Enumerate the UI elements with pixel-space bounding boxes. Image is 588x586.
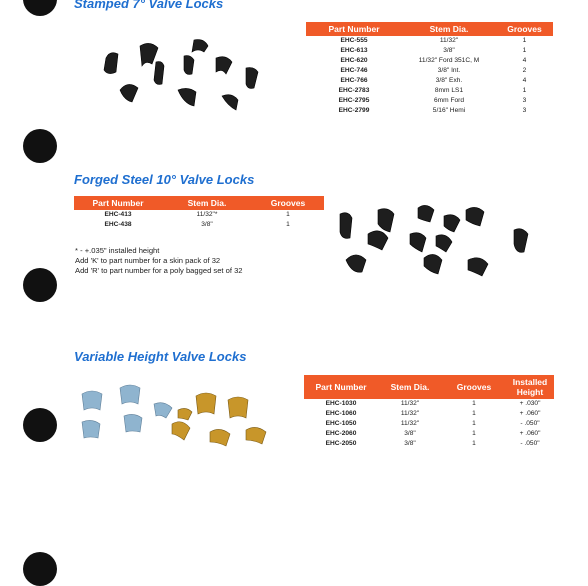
stamped-spec-table bbox=[306, 22, 553, 116]
stem-dia: 8mm LS1 bbox=[434, 87, 464, 94]
installed-height: - .050" bbox=[520, 440, 540, 447]
installed-height: + .060" bbox=[519, 430, 541, 437]
column-header: Part Number bbox=[74, 196, 162, 210]
grooves: 1 bbox=[522, 87, 527, 94]
table-row bbox=[306, 96, 553, 106]
column-header: Stem Dia. bbox=[378, 375, 442, 399]
grooves: 4 bbox=[522, 57, 527, 64]
column-header: Part Number bbox=[304, 375, 378, 399]
grooves: 1 bbox=[472, 440, 476, 447]
part-number: EHC-2060 bbox=[325, 430, 357, 437]
stem-dia: 3/8" bbox=[201, 221, 213, 228]
variable-spec-table bbox=[304, 375, 554, 449]
column-header: Grooves bbox=[496, 22, 553, 36]
stem-dia: 3/8" bbox=[404, 440, 416, 447]
stem-dia: 11/32" bbox=[400, 410, 420, 417]
binder-hole bbox=[23, 0, 57, 16]
stem-dia: 5/16" Hemi bbox=[432, 107, 466, 114]
part-number: EHC-766 bbox=[340, 77, 368, 84]
binder-hole bbox=[23, 552, 57, 586]
table-row bbox=[304, 409, 554, 419]
table-row bbox=[304, 419, 554, 429]
binder-hole bbox=[23, 129, 57, 163]
stem-dia: 11/32" bbox=[400, 400, 420, 407]
stamped-heading: Stamped 7° Valve Locks bbox=[74, 0, 224, 11]
forged-heading: Forged Steel 10° Valve Locks bbox=[74, 172, 255, 187]
grooves: 1 bbox=[472, 420, 476, 427]
grooves: 1 bbox=[472, 430, 476, 437]
stem-dia: 3/8" bbox=[443, 47, 455, 54]
part-number: EHC-2050 bbox=[325, 440, 357, 447]
part-number: EHC-620 bbox=[340, 57, 368, 64]
part-number: EHC-2799 bbox=[338, 107, 370, 114]
table-row bbox=[306, 36, 553, 46]
poly-bag-note: Add 'R' to part number for a poly bagged set of 32 bbox=[75, 266, 243, 275]
table-row bbox=[306, 66, 553, 76]
stem-dia: 3/8" bbox=[404, 430, 416, 437]
stem-dia: 11/32" Ford 351C, M bbox=[418, 57, 480, 64]
part-number: EHC-555 bbox=[340, 37, 368, 44]
table-row bbox=[306, 86, 553, 96]
grooves: 1 bbox=[472, 400, 476, 407]
grooves: 1 bbox=[286, 211, 290, 218]
part-number: EHC-2783 bbox=[338, 87, 370, 94]
forged-spec-table bbox=[74, 196, 324, 230]
grooves: 1 bbox=[472, 410, 476, 417]
forged-locks-photo bbox=[332, 202, 547, 287]
variable-heading: Variable Height Valve Locks bbox=[74, 349, 247, 364]
grooves: 3 bbox=[522, 107, 527, 114]
table-row bbox=[304, 429, 554, 439]
table-row bbox=[304, 399, 554, 409]
table-row bbox=[306, 56, 553, 66]
column-header: Part Number bbox=[306, 22, 402, 36]
grooves: 4 bbox=[522, 77, 527, 84]
binder-hole bbox=[23, 268, 57, 302]
table-row bbox=[74, 210, 324, 220]
grooves: 1 bbox=[522, 47, 527, 54]
table-row bbox=[306, 76, 553, 86]
part-number: EHC-1050 bbox=[325, 420, 357, 427]
column-header: Installed Height bbox=[506, 375, 554, 399]
part-number: EHC-746 bbox=[340, 67, 368, 74]
column-header: Grooves bbox=[252, 196, 324, 210]
grooves: 3 bbox=[522, 97, 527, 104]
table-row bbox=[304, 439, 554, 449]
installed-height: + .030" bbox=[519, 400, 541, 407]
column-header: Stem Dia. bbox=[162, 196, 252, 210]
stem-dia: 11/32" bbox=[400, 420, 420, 427]
stem-dia: 3/8" Int. bbox=[437, 67, 461, 74]
part-number: EHC-1060 bbox=[325, 410, 357, 417]
installed-height: + .060" bbox=[519, 410, 541, 417]
binder-hole bbox=[23, 408, 57, 442]
stem-dia: 6mm Ford bbox=[433, 97, 465, 104]
part-number: EHC-413 bbox=[104, 211, 132, 218]
part-number: EHC-613 bbox=[340, 47, 368, 54]
part-number: EHC-2795 bbox=[338, 97, 370, 104]
grooves: 1 bbox=[286, 221, 290, 228]
stem-dia: 3/8" Exh. bbox=[435, 77, 463, 84]
stamped-locks-photo bbox=[98, 38, 278, 118]
installed-height-note: * - +.035" installed height bbox=[75, 246, 160, 255]
part-number: EHC-1030 bbox=[325, 400, 357, 407]
installed-height: - .050" bbox=[520, 420, 540, 427]
skin-pack-note: Add 'K' to part number for a skin pack of 32 bbox=[75, 256, 221, 265]
table-row bbox=[306, 46, 553, 56]
part-number: EHC-438 bbox=[104, 221, 132, 228]
table-row bbox=[74, 220, 324, 230]
stem-dia: 11/32" bbox=[439, 37, 459, 44]
column-header: Stem Dia. bbox=[402, 22, 496, 36]
grooves: 1 bbox=[522, 37, 527, 44]
variable-locks-photo bbox=[76, 384, 291, 454]
column-header: Grooves bbox=[442, 375, 506, 399]
grooves: 2 bbox=[522, 67, 527, 74]
table-row bbox=[306, 106, 553, 116]
stem-dia: 11/32"* bbox=[196, 211, 218, 218]
